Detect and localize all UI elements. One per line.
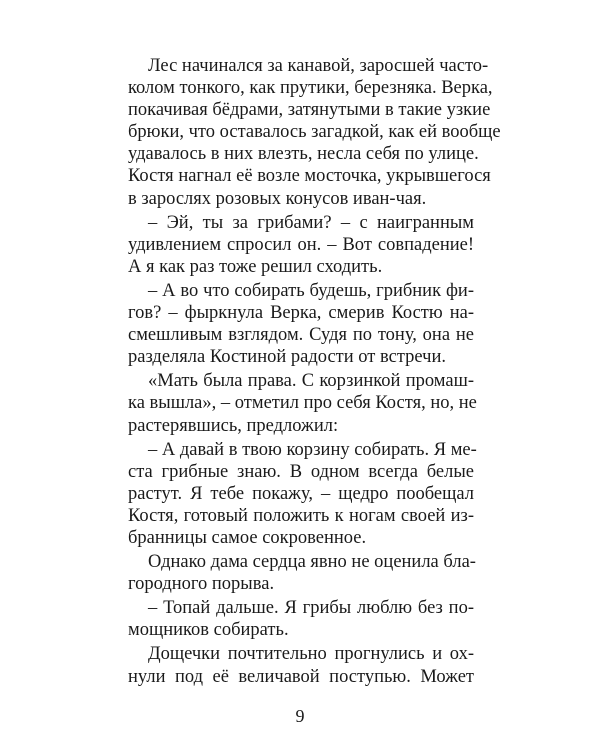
text-line: растерявшись, предложил: (128, 415, 339, 436)
text-line: разделяла Костиной радости от встречи. (128, 347, 446, 368)
text-line: мощников собирать. (128, 620, 289, 641)
text-line: – А во что собирать будешь, грибник фи- (148, 280, 474, 301)
text-line: удивлением спросил он. – Вот совпадение! (128, 234, 474, 255)
text-line: покачивая бёдрами, затянутыми в такие узкие (128, 100, 491, 121)
text-line: растут. Я тебе покажу, – щедро пообещал (128, 483, 474, 504)
text-line: – А давай в твою корзину собирать. Я ме- (148, 439, 477, 460)
text-line: Костя, готовый положить к ногам своей из- (128, 505, 474, 526)
text-line: брюки, что оставалось загадкой, как ей вообще (128, 122, 501, 143)
text-line: удавалось в них влезть, несла себя по улице. (128, 144, 479, 165)
text-line: нули под её величавой поступью. Может (128, 666, 474, 687)
text-line: Дощечки почтительно прогнулись и ох- (148, 644, 474, 665)
text-line: гов? – фыркнула Верка, смерив Костю на- (128, 303, 474, 324)
text-line: А я как раз тоже решил сходить. (128, 256, 383, 277)
text-line: ста грибные знаю. В одном всегда белые (128, 461, 474, 482)
text-line: в зарослях розовых конусов иван-чая. (128, 188, 427, 209)
text-line: смешливым взглядом. Судя по тону, она не (128, 325, 474, 346)
text-line: Костя нагнал её возле мосточка, укрывшегося (128, 166, 491, 187)
text-line: Лес начинался за канавой, заросшей часто- (148, 56, 489, 76)
text-line: – Эй, ты за грибами? – с наигранным (148, 212, 474, 233)
page-text (128, 55, 501, 688)
text-line: ка вышла», – отметил про себя Костя, но, не (128, 393, 477, 414)
text-line: «Мать была права. С корзинкой промаш- (148, 371, 474, 392)
text-line: колом тонкого, как прутики, березняка. Верка, (128, 78, 493, 99)
text-line: – Топай дальше. Я грибы люблю без по- (148, 598, 474, 619)
text-line: Однако дама сердца явно не оценила бла- (148, 552, 476, 573)
page-number: 9 (295, 706, 305, 726)
text-line: городного порыва. (128, 574, 275, 595)
text-line: бранницы самое сокровенное. (128, 527, 367, 548)
